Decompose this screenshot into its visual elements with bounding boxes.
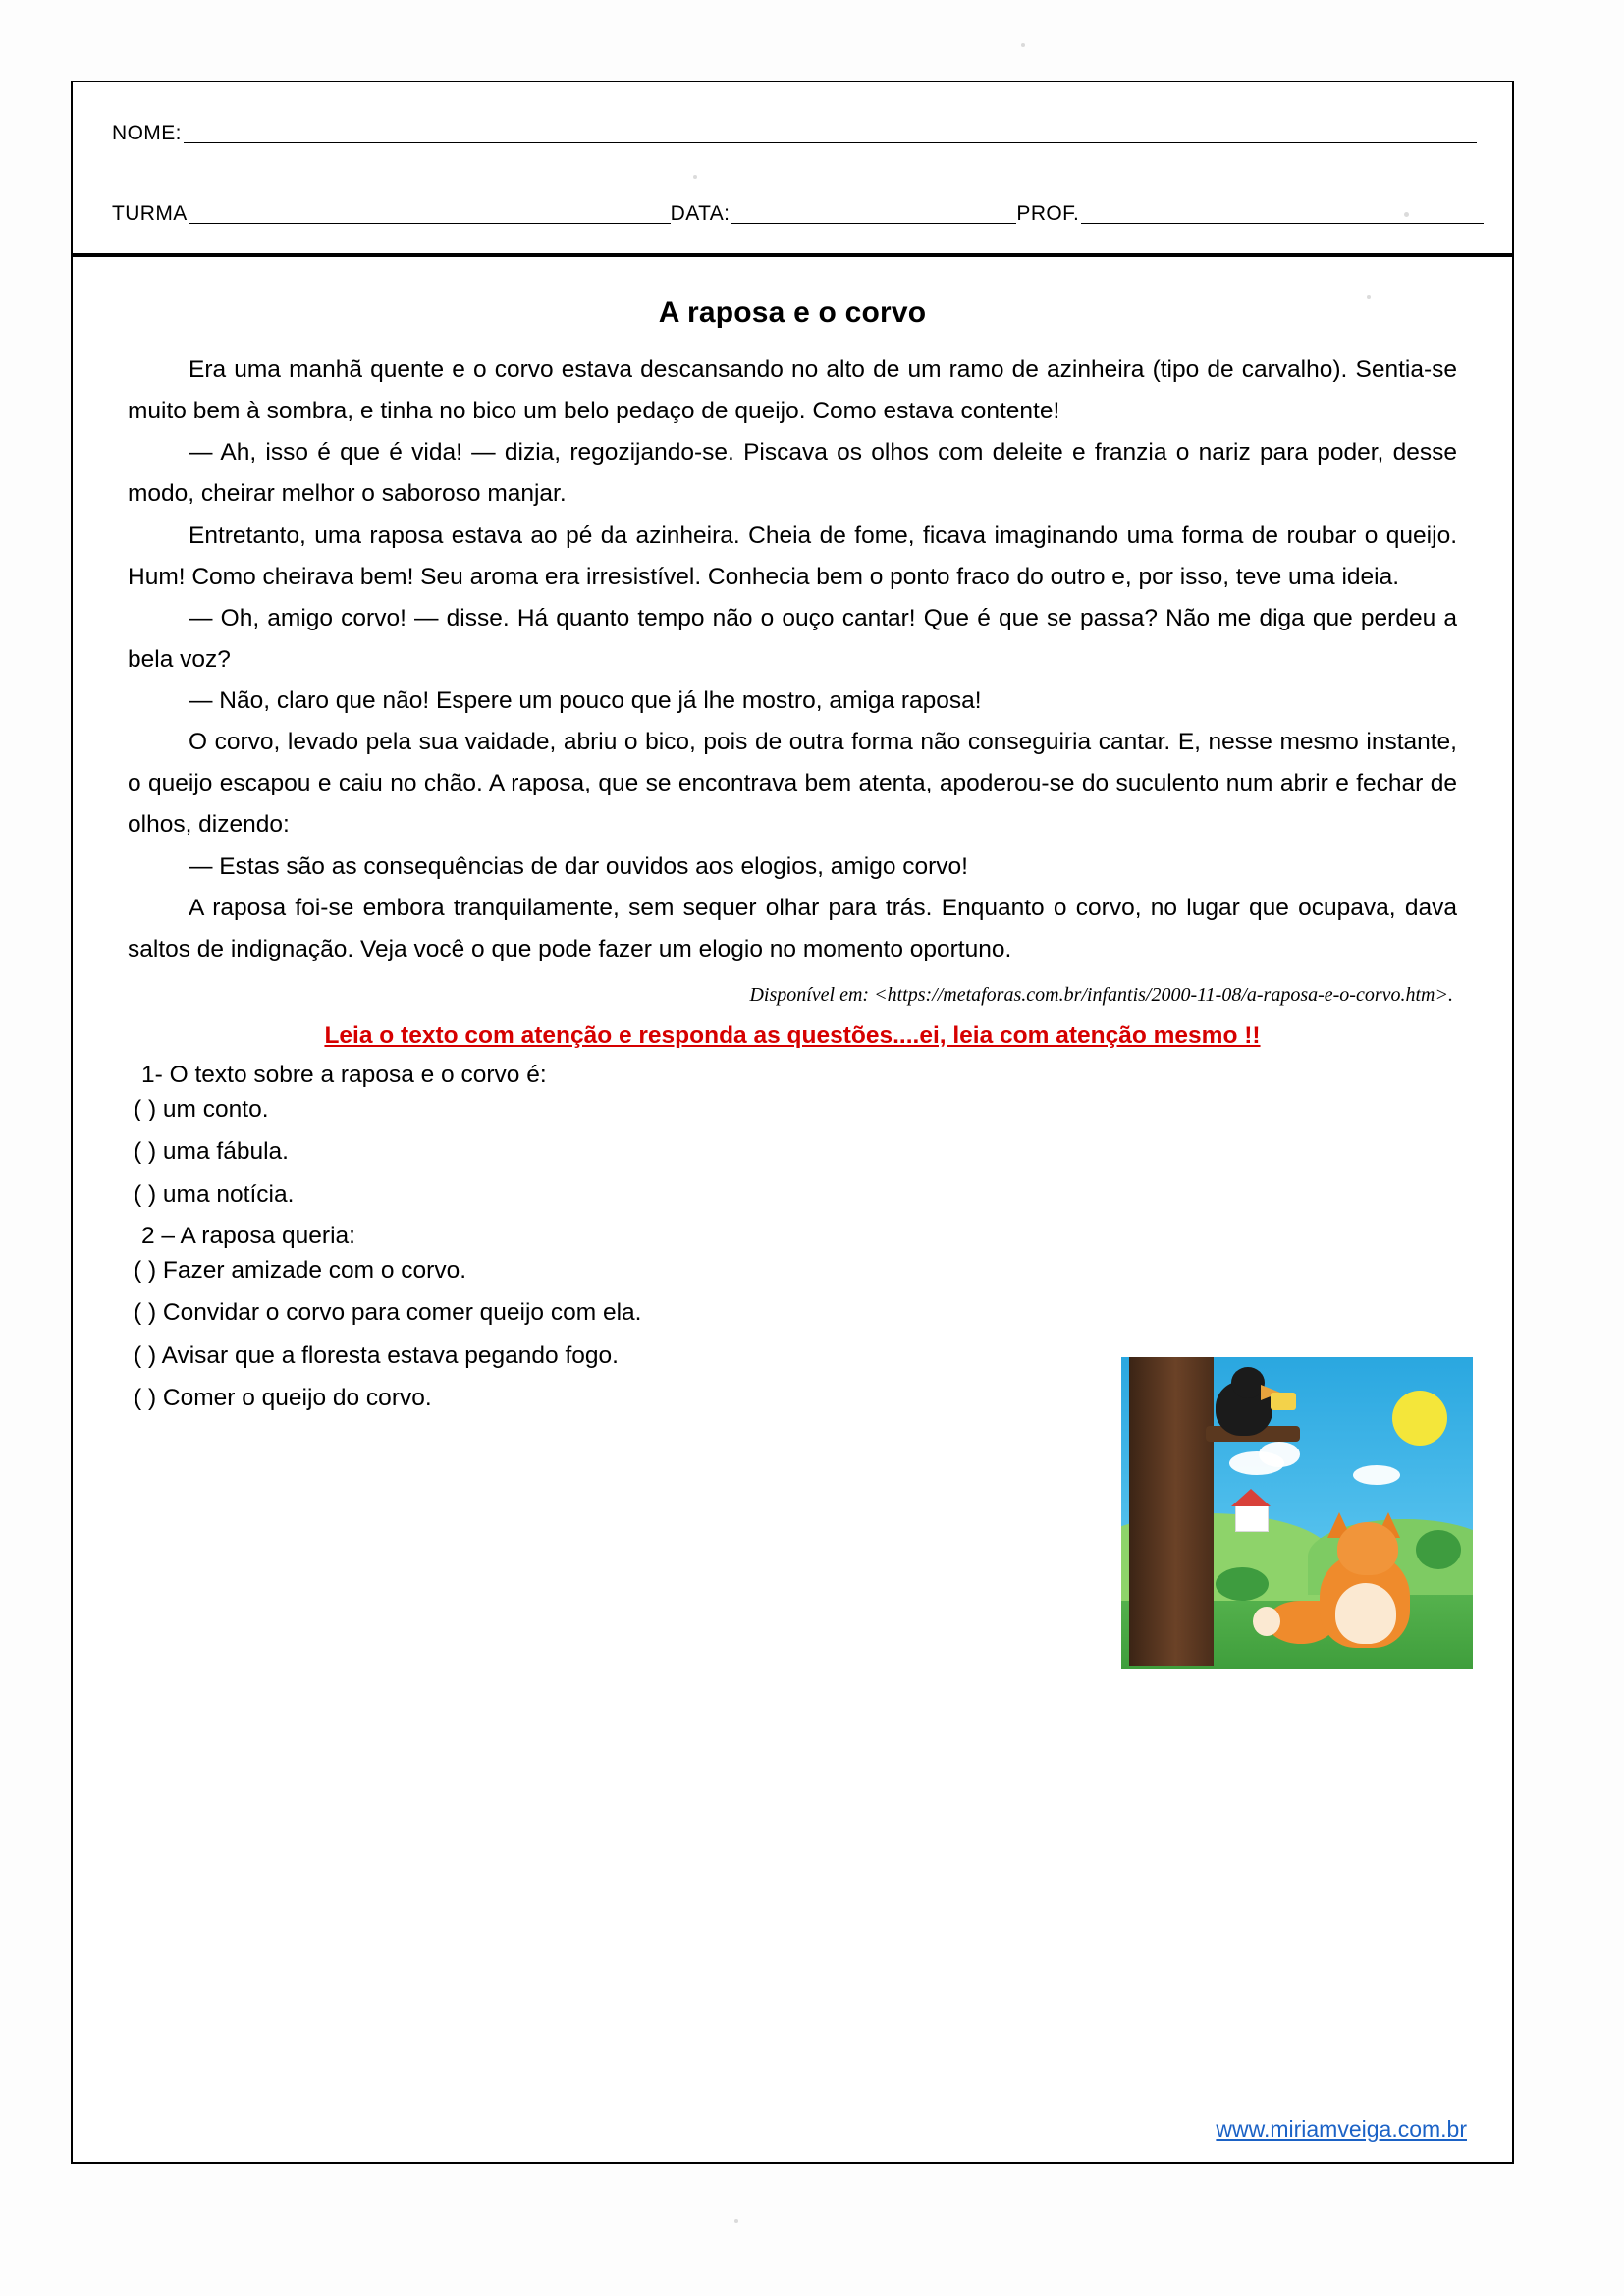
fox-and-crow-illustration [1121,1357,1473,1669]
scan-artifact [693,175,697,179]
name-input-rule[interactable] [184,127,1477,143]
question-2-option-2[interactable]: ( ) Convidar o corvo para comer queijo com ela. [134,1299,642,1327]
question-1-option-2[interactable]: ( ) uma fábula. [134,1138,289,1166]
page-title: A raposa e o corvo [658,297,927,329]
story-paragraph-6: O corvo, levado pela sua vaidade, abriu o bico, pois de outra forma não conseguiria cantar. E, nesse mesmo instante, o queijo escapou e caiu no chão. A raposa, que se encontrava bem atenta, apoderou-se do suculento num abrir e fechar de olhos, dizendo: [128,729,1457,839]
name-label: NOME: [112,122,182,144]
cheese-icon [1271,1393,1296,1410]
date-label: DATA: [670,202,731,225]
class-label: TURMA [112,202,188,225]
cloud-icon [1259,1442,1300,1467]
question-1-option-3[interactable]: ( ) uma notícia. [134,1180,295,1208]
student-info-box [71,81,1514,255]
bush-icon [1416,1530,1461,1569]
source-citation: Disponível em: <https://metaforas.com.br/infantis/2000-11-08/a-raposa-e-o-corvo.htm>. [749,983,1453,1006]
crow-head-icon [1231,1367,1265,1398]
fox-head-icon [1337,1522,1398,1575]
scan-artifact [1021,43,1025,47]
story-paragraph-1: Era uma manhã quente e o corvo estava descansando no alto de um ramo de azinheira (tipo de carvalho). Sentia-se muito bem à sombra, e tinha no bico um belo pedaço de queijo. Como estava contente! [128,356,1457,425]
question-1-prompt: 1- O texto sobre a raposa e o corvo é: [141,1061,547,1088]
cloud-icon [1353,1465,1400,1485]
class-date-teacher-row [112,202,1477,226]
story-paragraph-7: — Estas são as consequências de dar ouvidos aos elogios, amigo corvo! [189,852,968,880]
story-paragraph-8: A raposa foi-se embora tranquilamente, sem sequer olhar para trás. Enquanto o corvo, no lugar que ocupava, dava saltos de indignação. Veja você o que pode fazer um elogio no momento oportuno. [128,894,1457,962]
fox-tail-tip-icon [1253,1607,1280,1636]
story-paragraph-4: — Oh, amigo corvo! — disse. Há quanto tempo não o ouço cantar! Que é que se passa? Não me diga que perdeu a bela voz? [128,604,1457,673]
house-roof-icon [1231,1489,1271,1506]
website-link[interactable]: www.miriamveiga.com.br [1216,2116,1467,2142]
story-paragraph-5: — Não, claro que não! Espere um pouco que já lhe mostro, amiga raposa! [189,687,982,714]
bush-icon [1216,1567,1269,1601]
question-2-option-1[interactable]: ( ) Fazer amizade com o corvo. [134,1257,467,1285]
scan-artifact [1404,212,1409,217]
tree-trunk-icon [1129,1357,1214,1666]
scan-artifact [734,2219,738,2223]
question-2-option-4[interactable]: ( ) Comer o queijo do corvo. [134,1385,432,1412]
story-paragraph-2: — Ah, isso é que é vida! — dizia, regozijando-se. Piscava os olhos com deleite e franzia o nariz para poder, desse modo, cheirar melhor o saboroso manjar. [128,439,1457,508]
question-1-option-1[interactable]: ( ) um conto. [134,1095,269,1122]
date-input-rule[interactable] [731,207,1016,224]
worksheet-body [71,255,1514,2164]
house-icon [1235,1504,1269,1532]
teacher-input-rule[interactable] [1081,207,1484,224]
question-2-prompt: 2 – A raposa queria: [141,1223,355,1250]
instruction-text: Leia o texto com atenção e responda as questões....ei, leia com atenção mesmo !! [324,1021,1261,1049]
question-2-option-3[interactable]: ( ) Avisar que a floresta estava pegando fogo. [134,1341,619,1369]
fox-belly-icon [1335,1583,1396,1644]
scan-artifact [1367,295,1371,299]
name-field-row [112,122,1477,145]
sun-icon [1392,1391,1447,1446]
teacher-label: PROF. [1016,202,1080,225]
story-paragraph-3: Entretanto, uma raposa estava ao pé da azinheira. Cheia de fome, ficava imaginando uma forma de roubar o queijo. Hum! Como cheirava bem! Seu aroma era irresistível. Conhecia bem o ponto fraco do outro e, por isso, teve uma ideia. [128,521,1457,590]
class-input-rule[interactable] [189,207,671,224]
